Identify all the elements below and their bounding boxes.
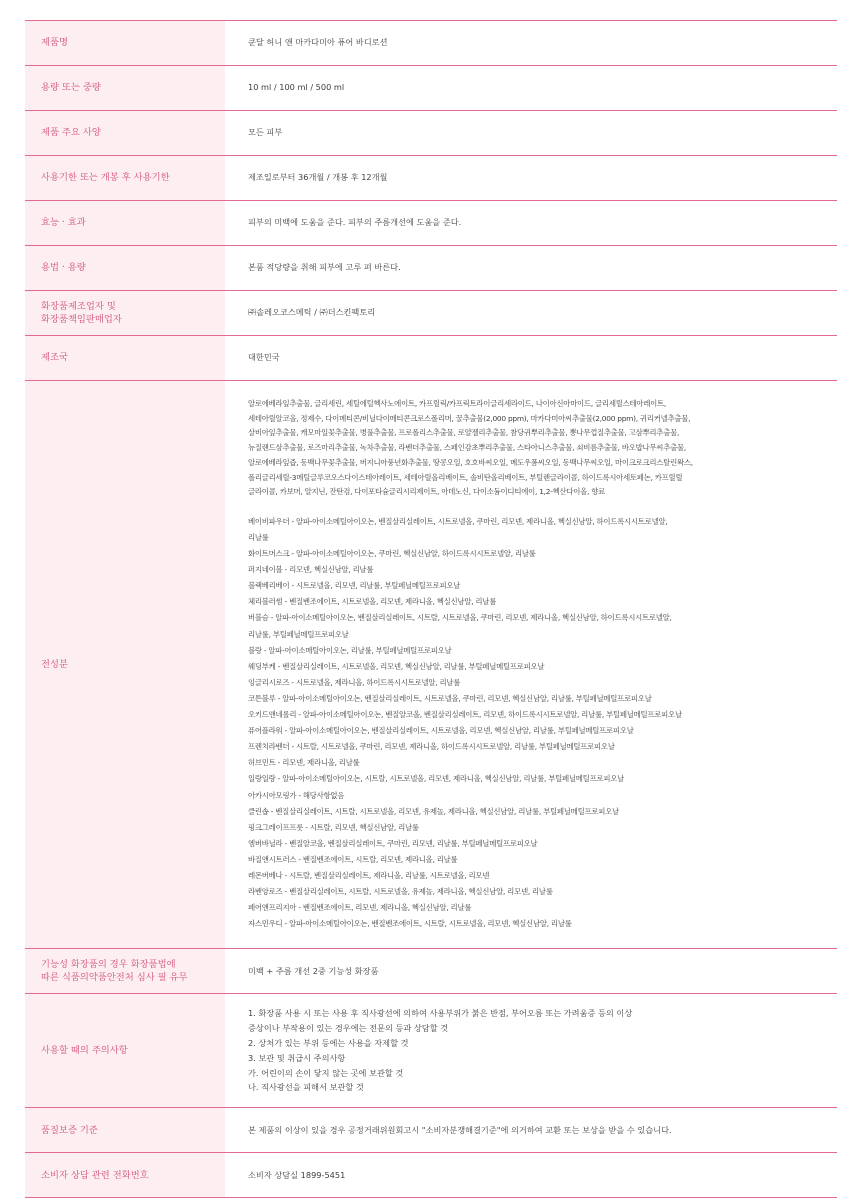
- fragrance-separator: -: [282, 597, 290, 607]
- table-row: [25, 111, 837, 156]
- fragrance-name: 퓨어플라워: [248, 726, 283, 736]
- fragrance-item: [248, 771, 837, 787]
- precautions-cell: [225, 994, 837, 1108]
- fragrance-ingredients: 벤질벤조에이트, 시트랄, 리모넨, 제라니올, 리날룰: [302, 854, 458, 864]
- fragrance-name: 아카시아모링가: [248, 790, 297, 800]
- precaution-item: 가. 어린이의 손이 닿지 않는 곳에 보관할 것: [248, 1067, 404, 1078]
- table-row: [25, 949, 837, 994]
- row-value: 쿤달 허니 앤 마카다미아 퓨어 바디로션: [248, 37, 388, 48]
- row-value: 본품 적당량을 취해 피부에 고루 펴 바른다.: [248, 262, 401, 273]
- ingredients-main: 알로에베라잎추출물, 글리세린, 세틸에틸헥사노에이트, 카프릴릭/카프릭트라이글리세라이드, 나이아신아마이드, 글리세릴스테아레이트, 세테아릴알코올, 정제수, 다이메티콘/비닐다이메티콘크로스폴리머, 꿀추출물(2,000 ppm), 마카다미아씨추출물(2,000 ppm), 귀리커넬추출물, 살비아잎추출물, 캐모마일꽃추출물, 병풀추출물, 프로폴리스추출물, 로얄젤리추출물, 참당귀뿌리추출물, 뽕나무껍질추출물, 고삼뿌리추출물, 뉴질랜드삼추출물, 로즈마리추출물, 녹차추출물, 라벤더추출물, 스페인감초뿌리추출물, 스타아니스추출물, 쇠비름추출물, 바오밥나무씨추출물, 알로에베라잎즙, 동백나무꽃추출물, 버지니아풍년화추출물, 땅콩오일, 호호바씨오일, 메도우폼씨오일, 동백나무씨오일, 마이크로크리스탈린왁스, 폴리글리세릴-3메틸글루코오스다이스테아레이트, 세테아릴올리베이트, 솔비탄올리베이트, 부틸렌글라이콜, 하이드록시아세토페논, 카프릴릴 글라이콜, 카보머, 알지닌, 잔탄검, 다이포타슘글리시리제이트, 아데노신, 다이소듐이디티에이, 1,2-헥산다이올, 향료: [248, 399, 693, 497]
- row-value: ㈜솔레오코스메틱 / ㈜더스킨팩토리: [248, 307, 376, 318]
- fragrance-name: 블랙베리베이: [248, 581, 290, 591]
- fragrance-item: [248, 675, 837, 691]
- row-value: 모든 피부: [248, 127, 283, 138]
- fragrance-item: [248, 578, 837, 594]
- fragrance-ingredients: 리모넨, 제라니올, 리날룰: [282, 758, 360, 768]
- fragrance-ingredients: 벤질벤조에이트, 시트로넬올, 리모넨, 제라니올, 헥실신남알, 리날룰: [289, 597, 497, 607]
- table-row: [25, 336, 837, 381]
- fragrance-ingredients: 알파-아이소메틸아이오논, 벤질살리실레이트, 시트랄, 시트로넬올, 쿠마린, 리모넨, 제라니올, 헥실신남알, 하이드록시시트로넬알, 리날룰, 부틸페닐메틸프로피오날: [248, 613, 672, 639]
- fragrance-separator: -: [282, 565, 290, 575]
- fragrance-separator: -: [296, 790, 303, 800]
- ingredients-cell: [225, 381, 837, 949]
- row-label: 품질보증 기준: [25, 1108, 225, 1153]
- fragrance-separator: -: [289, 742, 296, 752]
- fragrance-item: [248, 546, 837, 562]
- table-row: [25, 1108, 837, 1153]
- fragrance-item: [248, 900, 837, 916]
- fragrance-name: 자스민우디: [248, 919, 283, 929]
- fragrance-ingredients: 해당사항없음: [302, 790, 345, 800]
- row-label: 제품명: [25, 21, 225, 66]
- fragrance-ingredients: 벤질알코올, 벤질살리실레이트, 쿠마린, 리모넨, 리날룰, 부틸페닐메틸프로피오날: [289, 838, 538, 848]
- table-row: [25, 21, 837, 66]
- fragrance-name: 잉글리시로즈: [248, 677, 290, 687]
- fragrance-name: 오키드앤네롤리: [248, 710, 297, 720]
- row-label: 소비자 상담 관련 전화번호: [25, 1153, 225, 1198]
- fragrance-separator: -: [282, 726, 290, 736]
- fragrance-ingredients: 벤질살리실레이트, 시트로넬올, 리모넨, 헥실신남알, 리날룰, 부틸페닐메틸프로피오날: [282, 661, 545, 671]
- table-row-precautions: [25, 994, 837, 1108]
- table-row: [25, 246, 837, 291]
- row-value: 대한민국: [248, 352, 280, 363]
- fragrance-name: 일랑일랑: [248, 774, 276, 784]
- row-label: 기능성 화장품의 경우 화장품법에 따른 식품의약품안전처 심사 필 유무: [25, 949, 225, 994]
- fragrance-item: [248, 868, 837, 884]
- row-value: 피부의 미백에 도움을 준다. 피부의 주름개선에 도움을 준다.: [248, 217, 462, 228]
- fragrance-ingredients: 시트랄, 벤질살리실레이트, 제라니올, 리날룰, 시트로넬올, 리모넨: [289, 870, 490, 880]
- fragrance-ingredients: 리모넨, 헥실신남알, 리날룰: [289, 565, 374, 575]
- fragrance-name: 화이트머스크: [248, 549, 290, 559]
- fragrance-separator: -: [303, 822, 310, 832]
- fragrance-separator: -: [289, 581, 296, 591]
- table-row: [25, 66, 837, 111]
- fragrance-ingredients: 시트랄, 시트로넬올, 쿠마린, 리모넨, 제라니올, 하이드록시시트로넬알, 리날룰, 부틸페닐메틸프로피오날: [295, 742, 615, 752]
- row-value: 10 ml / 100 ml / 500 ml: [248, 82, 345, 93]
- fragrance-item: [248, 610, 837, 642]
- fragrance-ingredients: 벤질벤조에이트, 리모넨, 제라니올, 헥실신남알, 리날룰: [302, 903, 472, 913]
- fragrance-ingredients: 시트로넬올, 제라니올, 하이드록시시트로넬알, 리날룰: [295, 677, 461, 687]
- fragrance-item: [248, 514, 837, 546]
- fragrance-separator: -: [268, 613, 276, 623]
- row-label: 사용할 때의 주의사항: [25, 994, 225, 1108]
- fragrance-item: [248, 659, 837, 675]
- precautions-list: [248, 1006, 837, 1095]
- row-label: 전성분: [25, 381, 225, 949]
- table-row: [25, 291, 837, 336]
- row-label: 용량 또는 중량: [25, 66, 225, 111]
- fragrance-name: 레몬버베나: [248, 870, 283, 880]
- fragrance-name: 블랑: [248, 645, 262, 655]
- table-row: [25, 156, 837, 201]
- fragrance-ingredients: 벤질살리실레이트, 시트랄, 시트로넬올, 리모넨, 유제놀, 제라니올, 헥실신남알, 리날룰, 부틸페닐메틸프로피오날: [275, 806, 619, 816]
- fragrance-ingredients: 시트랄, 리모넨, 헥실신남알, 리날룰: [309, 822, 419, 832]
- fragrance-name: 웨딩부케: [248, 661, 276, 671]
- fragrance-ingredients: 알파-아이소메틸아이오논, 쿠마린, 헥실신남알, 하이드록시시트로넬알, 리날룰: [295, 549, 536, 559]
- fragrance-name: 핑크그레이프프룻: [248, 822, 304, 832]
- fragrance-ingredients: 알파-아이소메틸아이오논, 벤질살리실레이트, 시트로넬올, 리모넨, 헥실신남알, 리날룰, 부틸페닐메틸프로피오날: [289, 726, 634, 736]
- fragrance-item: [248, 820, 837, 836]
- fragrance-item: [248, 916, 837, 932]
- table-row-ingredients: [25, 381, 837, 949]
- fragrance-name: 프렌치라벤더: [248, 742, 290, 752]
- fragrance-item: [248, 804, 837, 820]
- fragrance-name: 버블슴: [248, 613, 269, 623]
- fragrance-list: [248, 514, 837, 932]
- fragrance-separator: -: [289, 549, 296, 559]
- fragrance-separator: -: [296, 710, 303, 720]
- precaution-item: 3. 보관 및 취급시 주의사항: [248, 1052, 346, 1063]
- fragrance-item: [248, 691, 837, 707]
- row-value: 소비자 상담실 1899-5451: [248, 1169, 346, 1180]
- fragrance-item: [248, 852, 837, 868]
- fragrance-item: [248, 884, 837, 900]
- fragrance-ingredients: 알파-아이소메틸아이오논, 벤질벤조에이트, 시트랄, 시트로넬올, 리모넨, 헥실신남알, 리날룰: [289, 919, 572, 929]
- fragrance-item: [248, 788, 837, 804]
- precaution-item: 2. 상처가 있는 부위 등에는 사용을 자제할 것: [248, 1038, 409, 1049]
- precaution-item: 나. 직사광선을 피해서 보관할 것: [248, 1082, 364, 1093]
- fragrance-name: 퍼지네이블: [248, 565, 283, 575]
- row-label: 사용기한 또는 개봉 후 사용기한: [25, 156, 225, 201]
- fragrance-separator: -: [282, 870, 290, 880]
- fragrance-separator: -: [275, 693, 283, 703]
- fragrance-name: 클린솝: [248, 806, 269, 816]
- fragrance-ingredients: 알파-아이소메틸아이오논, 벤질살리실레이트, 시트로넬올, 쿠마린, 리모넨, 헥실신남알, 리날룰, 부틸페닐메틸프로피오날: [282, 693, 652, 703]
- precaution-item: 1. 화장품 사용 시 또는 사용 후 직사광선에 의하여 사용부위가 붉은 반점, 부어오름 또는 가려움증 등의 이상 증상이나 부작용이 있는 경우에는 전문의 등과 상담할 것: [248, 1008, 633, 1034]
- fragrance-ingredients: 알파-아이소메틸아이오논, 벤질살리실레이트, 시트로넬올, 쿠마린, 리모넨, 제라니올, 헥실신남알, 하이드록시시트로넬알, 리날룰: [248, 516, 668, 543]
- table-row: [25, 1153, 837, 1198]
- fragrance-name: 페어앤프리지아: [248, 903, 297, 913]
- fragrance-name: 라벤앙로즈: [248, 887, 283, 897]
- fragrance-separator: -: [275, 774, 283, 784]
- fragrance-item: [248, 562, 837, 578]
- row-value: 제조일로부터 36개월 / 개봉 후 12개월: [248, 172, 388, 183]
- fragrance-item: [248, 643, 837, 659]
- fragrance-separator: -: [289, 677, 296, 687]
- fragrance-separator: -: [296, 854, 303, 864]
- fragrance-separator: -: [282, 887, 290, 897]
- fragrance-separator: -: [289, 516, 296, 526]
- fragrance-item: [248, 755, 837, 771]
- fragrance-item: [248, 723, 837, 739]
- fragrance-item: [248, 594, 837, 610]
- fragrance-item: [248, 707, 837, 723]
- product-info-table: [25, 20, 837, 1198]
- fragrance-ingredients: 알파-아이소메틸아이오논, 시트랄, 시트로넬올, 리모넨, 제라니올, 헥실신남알, 리날룰, 부틸페닐메틸프로피오날: [282, 774, 625, 784]
- row-label: 효능 · 효과: [25, 201, 225, 246]
- fragrance-name: 코튼블루: [248, 693, 276, 703]
- fragrance-item: [248, 739, 837, 755]
- fragrance-name: 엠버바닐라: [248, 838, 283, 848]
- fragrance-separator: -: [282, 838, 290, 848]
- row-value: 미백 + 주름 개선 2중 기능성 화장품: [248, 965, 379, 976]
- fragrance-separator: -: [275, 661, 283, 671]
- row-label: 화장품제조업자 및 화장품책임판매업자: [25, 291, 225, 336]
- fragrance-name: 베이비파우더: [248, 516, 290, 526]
- fragrance-separator: -: [296, 903, 303, 913]
- row-label: 제품 주요 사양: [25, 111, 225, 156]
- fragrance-separator: -: [282, 919, 290, 929]
- fragrance-separator: -: [275, 758, 283, 768]
- fragrance-name: 허브민트: [248, 758, 276, 768]
- fragrance-ingredients: 알파-아이소메틸아이오논, 벤질알코올, 벤질살리실레이트, 리모넨, 하이드록시시트로넬알, 리날룰, 부틸페닐메틸프로피오날: [302, 710, 682, 720]
- row-label: 용법 · 용량: [25, 246, 225, 291]
- fragrance-ingredients: 시트로넬올, 리모넨, 리날룰, 부틸페닐메틸프로피오날: [295, 581, 461, 591]
- fragrance-name: 체리블러썸: [248, 597, 283, 607]
- table-row: [25, 201, 837, 246]
- row-label: 제조국: [25, 336, 225, 381]
- fragrance-ingredients: 벤질살리실레이트, 시트랄, 시트로넬올, 유제놀, 제라니올, 헥실신남알, 리모넨, 리날룰: [289, 887, 553, 897]
- fragrance-separator: -: [268, 806, 276, 816]
- row-value: 본 제품의 이상이 있을 경우 공정거래위원회고시 "소비자분쟁해결기준"에 의거하여 교환 또는 보상을 받을 수 있습니다.: [248, 1124, 672, 1135]
- fragrance-separator: -: [261, 645, 269, 655]
- fragrance-ingredients: 알파-아이소메틸아이오논, 리날룰, 부틸페닐메틸프로피오날: [268, 645, 452, 655]
- fragrance-name: 바질앤시트러스: [248, 854, 297, 864]
- fragrance-item: [248, 836, 837, 852]
